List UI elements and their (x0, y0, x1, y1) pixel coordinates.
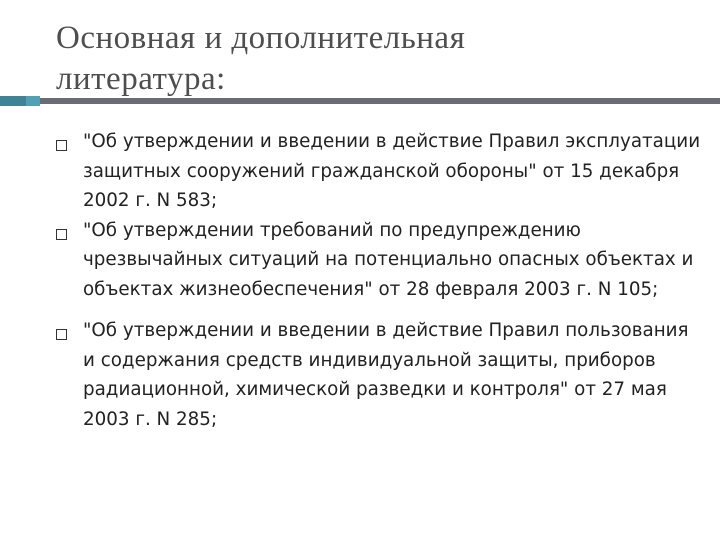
square-bullet-icon (56, 140, 67, 151)
list-item (56, 127, 706, 216)
list-item-text: "Об утверждении требований по предупреждению чрезвычайных ситуаций на потенциально опасных объектах и объектах жизнеобеспечения" от 28 февраля 2003 г. N 105; (83, 219, 694, 300)
slide-title-line-1: Основная и дополнительная (56, 20, 466, 56)
list-item (56, 216, 706, 305)
title-underline-bar (40, 98, 720, 104)
square-bullet-icon (56, 229, 67, 240)
slide-title-line-2: литература: (56, 61, 226, 97)
list-item (56, 316, 706, 434)
slide-title (56, 18, 696, 100)
list-item-text: "Об утверждении и введении в действие Правил пользования и содержания средств индивидуальной защиты, приборов радиационной, химической разведки и контроля" от 27 мая 2003 г. N 285; (83, 320, 689, 430)
title-accent-block (0, 96, 40, 106)
square-bullet-icon (56, 329, 67, 340)
reference-list (56, 127, 706, 434)
list-item-text: "Об утверждении и введении в действие Правил эксплуатации защитных сооружений гражданской обороны" от 15 декабря 2002 г. N 583; (83, 131, 701, 211)
